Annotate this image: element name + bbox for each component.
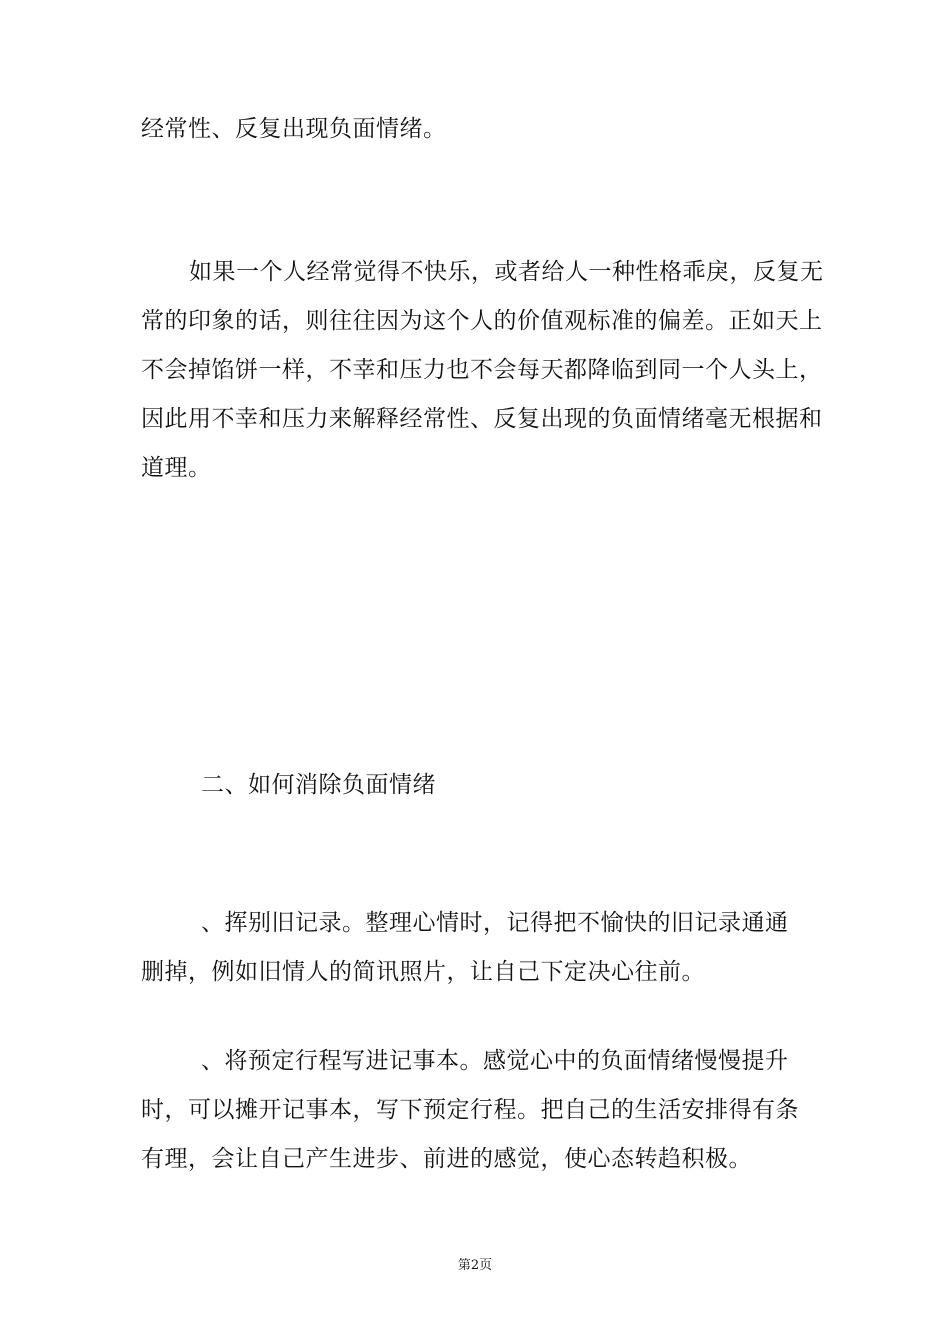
text-line: 常的印象的话，则往往因为这个人的价值观标准的偏差。正如天上 — [141, 308, 823, 334]
text-line: 、将预定行程写进记事本。感觉心中的负面情绪慢慢提升 — [201, 1048, 789, 1074]
list-item-farewell-records — [141, 899, 831, 997]
text-line: 如果一个人经常觉得不快乐，或者给人一种性格乖戾，反复无 — [189, 259, 824, 285]
text-line: 、挥别旧记录。整理心情时，记得把不愉快的旧记录通通 — [201, 910, 789, 936]
paragraph-value-standard — [141, 248, 831, 493]
page-number: 第2页 — [457, 1258, 493, 1273]
text-line: 经常性、反复出现负面情绪。 — [141, 116, 447, 142]
text-line: 道理。 — [141, 455, 212, 481]
text-line: 时，可以摊开记事本，写下预定行程。把自己的生活安排得有条 — [141, 1097, 799, 1123]
text-line: 删掉，例如旧情人的简讯照片，让自己下定决心往前。 — [141, 959, 705, 985]
text-line: 不会掉馅饼一样，不幸和压力也不会每天都降临到同一个人头上， — [141, 357, 823, 383]
text-line: 有理，会让自己产生进步、前进的感觉，使心态转趋积极。 — [141, 1146, 752, 1172]
paragraph-continuation — [141, 105, 831, 154]
section-heading: 二、如何消除负面情绪 — [201, 772, 436, 798]
list-item-schedule-notebook — [141, 1037, 831, 1184]
text-line: 因此用不幸和压力来解释经常性、反复出现的负面情绪毫无根据和 — [141, 406, 823, 432]
